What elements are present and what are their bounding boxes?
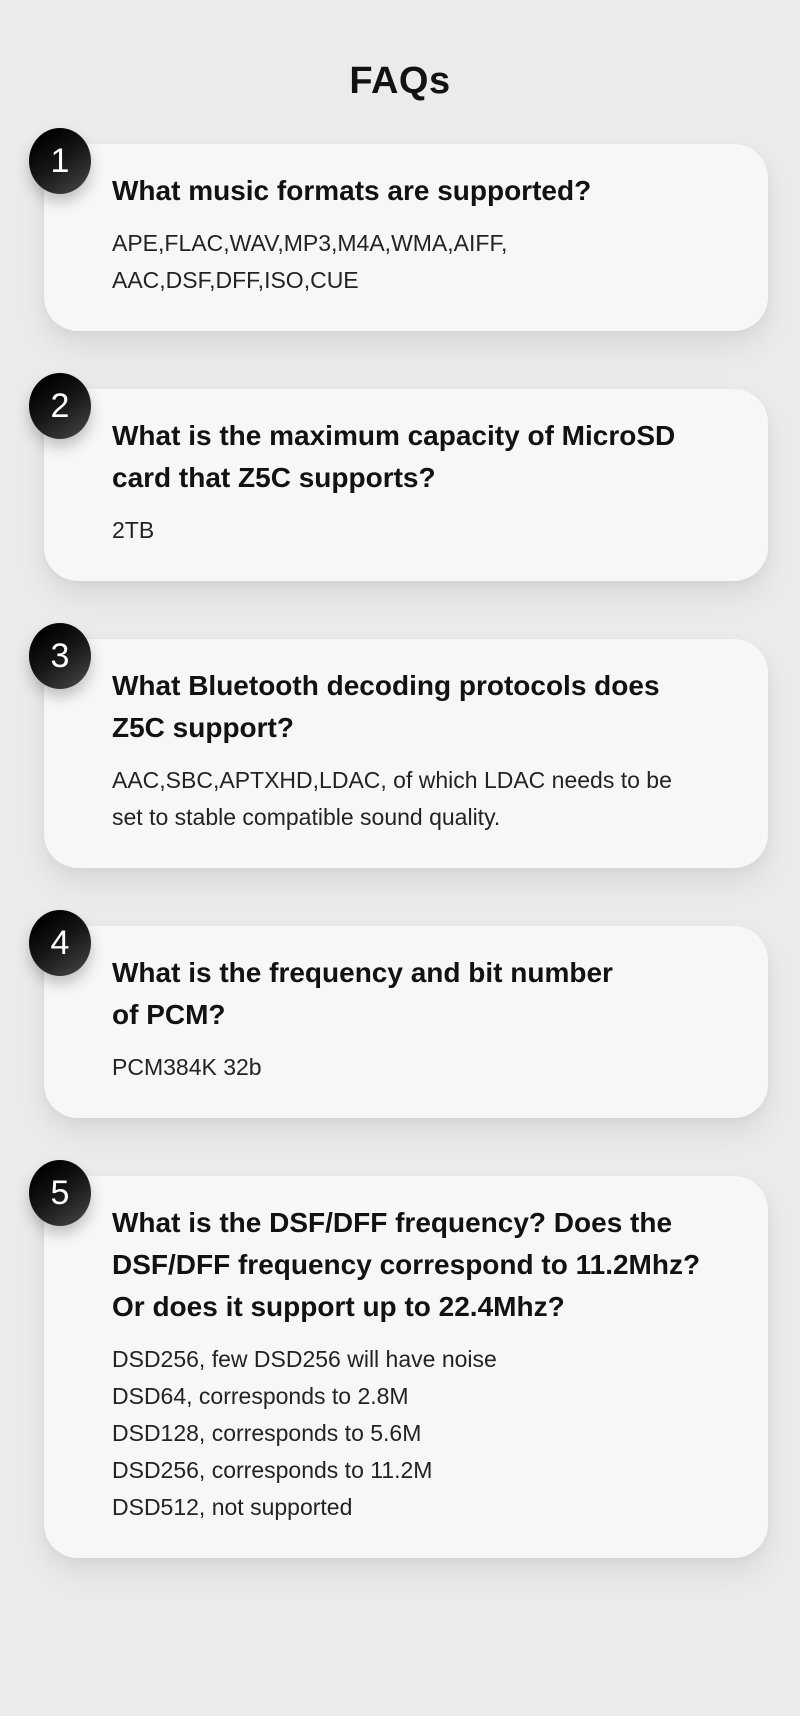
answer-line: DSD64, corresponds to 2.8M xyxy=(112,1383,409,1409)
faq-answer xyxy=(112,1341,728,1526)
answer-line: DSD512, not supported xyxy=(112,1494,353,1520)
answer-line: AAC,DSF,DFF,ISO,CUE xyxy=(112,267,359,293)
faq-number-badge xyxy=(29,910,91,976)
question-line: What Bluetooth decoding protocols does xyxy=(112,670,660,701)
faq-card xyxy=(44,923,768,1118)
faq-question xyxy=(112,415,728,499)
faq-question xyxy=(112,952,728,1036)
faq-item-4 xyxy=(44,923,768,1118)
answer-line: DSD256, few DSD256 will have noise xyxy=(112,1346,497,1372)
faq-question xyxy=(112,1202,728,1328)
faq-number-badge xyxy=(29,128,91,194)
badge-number: 2 xyxy=(50,386,70,425)
badge-number: 3 xyxy=(50,636,70,675)
badge-number: 1 xyxy=(50,141,70,180)
faq-item-5 xyxy=(44,1173,768,1558)
faq-card xyxy=(44,386,768,581)
badge-number: 5 xyxy=(50,1173,70,1212)
faq-number-badge xyxy=(29,623,91,689)
faq-item-3 xyxy=(44,636,768,868)
faq-question xyxy=(112,170,728,212)
page-title: FAQs xyxy=(349,60,451,102)
faq-card xyxy=(44,141,768,331)
faq-answer xyxy=(112,512,728,549)
answer-line: PCM384K 32b xyxy=(112,1054,262,1080)
faq-number-badge xyxy=(29,1160,91,1226)
question-line: Or does it support up to 22.4Mhz? xyxy=(112,1291,565,1322)
question-line: What is the frequency and bit number xyxy=(112,957,613,988)
question-line: What is the maximum capacity of MicroSD xyxy=(112,420,676,451)
question-line: card that Z5C supports? xyxy=(112,462,436,493)
faq-answer xyxy=(112,762,728,836)
answer-line: APE,FLAC,WAV,MP3,M4A,WMA,AIFF, xyxy=(112,230,508,256)
faq-question xyxy=(112,665,728,749)
badge-number: 4 xyxy=(50,923,70,962)
faq-list xyxy=(44,141,768,1558)
answer-line: 2TB xyxy=(112,517,155,543)
faq-item-2 xyxy=(44,386,768,581)
question-line: of PCM? xyxy=(112,999,226,1030)
faq-card xyxy=(44,1173,768,1558)
answer-line: DSD256, corresponds to 11.2M xyxy=(112,1457,433,1483)
answer-line: set to stable compatible sound quality. xyxy=(112,804,501,830)
faq-answer xyxy=(112,1049,728,1086)
question-line: What music formats are supported? xyxy=(112,175,592,206)
answer-line: AAC,SBC,APTXHD,LDAC, of which LDAC needs to be xyxy=(112,767,672,793)
question-line: DSF/DFF frequency correspond to 11.2Mhz? xyxy=(112,1249,701,1280)
faq-answer xyxy=(112,225,728,299)
answer-line: DSD128, corresponds to 5.6M xyxy=(112,1420,422,1446)
faq-number-badge xyxy=(29,373,91,439)
faq-item-1 xyxy=(44,141,768,331)
question-line: What is the DSF/DFF frequency? Does the xyxy=(112,1207,673,1238)
question-line: Z5C support? xyxy=(112,712,294,743)
faq-card xyxy=(44,636,768,868)
